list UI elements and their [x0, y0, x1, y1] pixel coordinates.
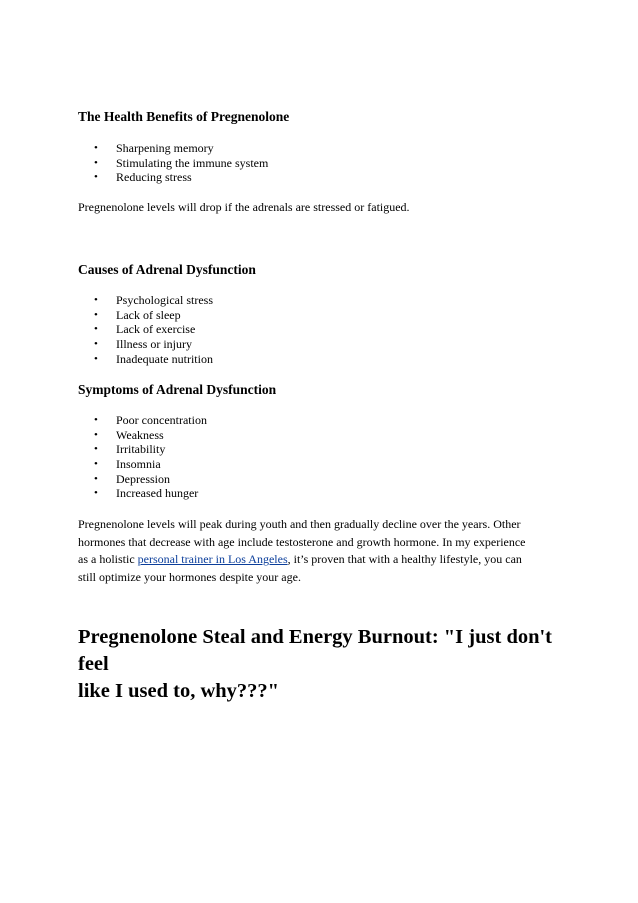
title-line: like I used to, why???"	[78, 680, 280, 702]
bullet-icon: •	[94, 414, 98, 426]
bullet-icon: •	[94, 142, 98, 154]
list-item: • Inadequate nutrition	[94, 351, 213, 366]
list-health-benefits	[94, 141, 268, 185]
list-item: • Irritability	[94, 442, 166, 457]
paragraph-adrenals: Pregnenolone levels will drop if the adrenals are stressed or fatigued.	[78, 200, 410, 214]
personal-trainer-link[interactable]: personal trainer in Los Angeles	[137, 552, 288, 566]
bullet-icon: •	[94, 308, 98, 321]
list-item: • Depression	[94, 471, 170, 486]
page-title	[78, 624, 578, 705]
list-item: • Stimulating the immune system	[94, 155, 269, 170]
paragraph-line: Pregnenolone levels will peak during youth and then gradually decline over the years. Other	[78, 517, 521, 531]
heading-symptoms: Symptoms of Adrenal Dysfunction	[78, 382, 277, 397]
list-item: • Sharpening memory	[94, 141, 214, 155]
list-item: • Poor concentration	[94, 413, 207, 427]
bullet-icon: •	[94, 458, 98, 471]
bullet-icon: •	[94, 171, 98, 184]
bullet-icon: •	[94, 352, 98, 365]
list-item: • Increased hunger	[94, 486, 199, 501]
paragraph-line: as a holistic personal trainer in Los Angeles, it’s proven that with a healthy lifestyle, you can	[78, 552, 522, 566]
list-item: • Reducing stress	[94, 170, 192, 185]
heading-health-benefits: The Health Benefits of Pregnenolone	[78, 109, 290, 124]
list-item: • Lack of exercise	[94, 322, 196, 337]
bullet-icon: •	[94, 487, 98, 500]
list-item: • Lack of sleep	[94, 307, 181, 322]
paragraph-line: hormones that decrease with age include testosterone and growth hormone. In my experience	[78, 534, 526, 549]
paragraph-line: still optimize your hormones despite your age.	[78, 569, 301, 584]
bullet-icon: •	[94, 443, 98, 456]
bullet-icon: •	[94, 338, 98, 351]
bullet-icon: •	[94, 472, 98, 485]
bullet-icon: •	[94, 428, 98, 441]
heading-causes: Causes of Adrenal Dysfunction	[78, 262, 256, 277]
list-symptoms	[94, 413, 207, 501]
list-causes	[94, 293, 213, 366]
list-item: • Illness or injury	[94, 337, 192, 352]
bullet-icon: •	[94, 156, 98, 169]
paragraph-hormones	[78, 516, 568, 586]
bullet-icon: •	[94, 323, 98, 336]
list-item: • Insomnia	[94, 457, 161, 472]
list-item: • Weakness	[94, 427, 164, 442]
title-line: Pregnenolone Steal and Energy Burnout: "I just don't feel	[78, 626, 553, 675]
bullet-icon: •	[94, 294, 98, 306]
list-item: • Psychological stress	[94, 293, 213, 307]
